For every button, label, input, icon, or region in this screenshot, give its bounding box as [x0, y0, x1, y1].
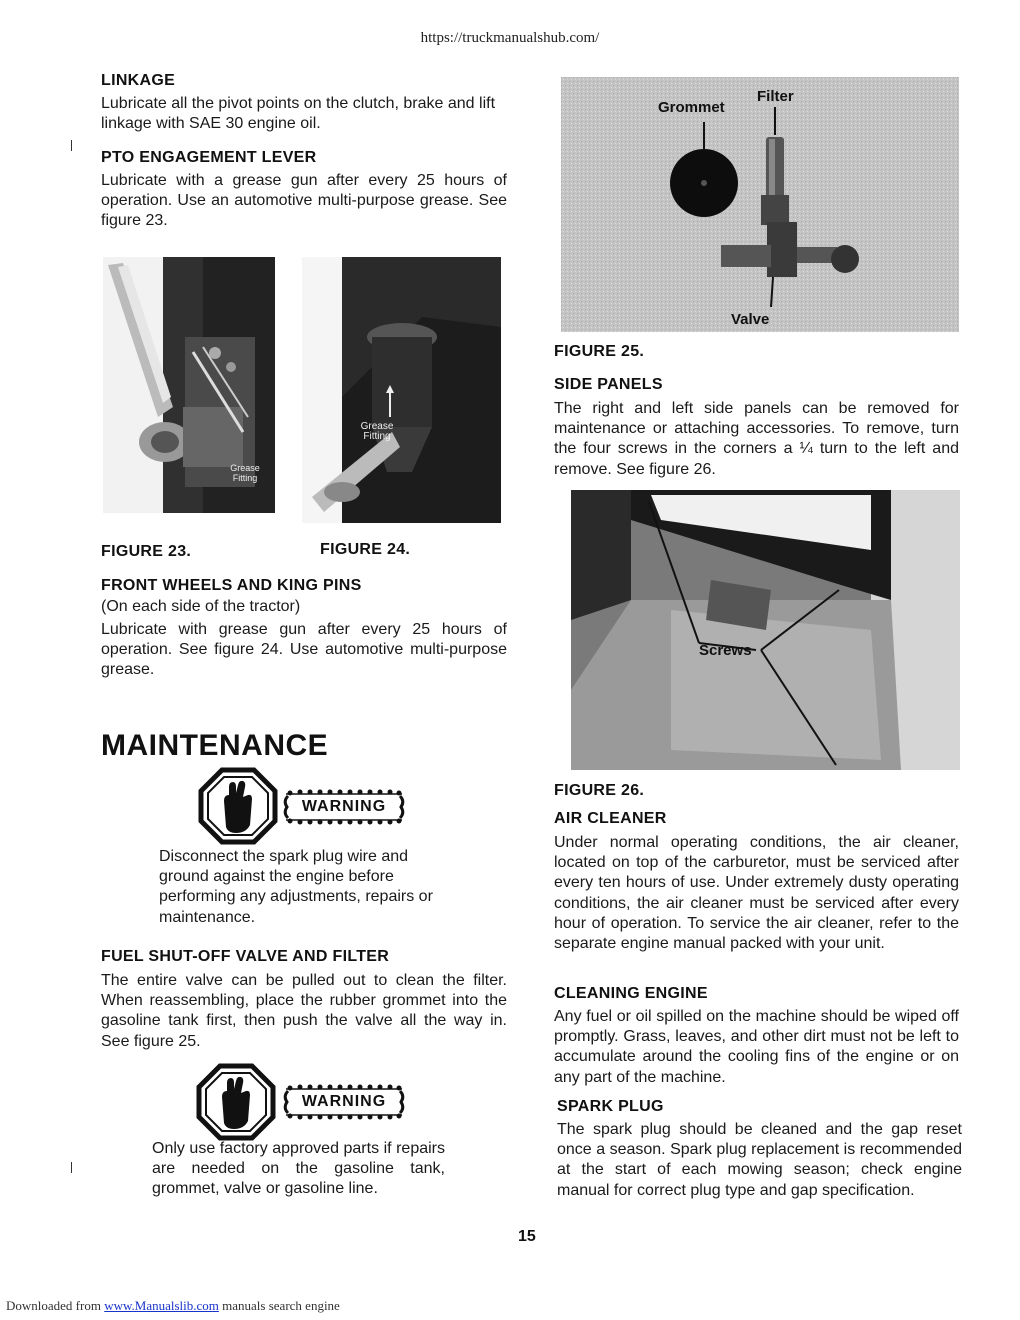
- footer-prefix: Downloaded from: [6, 1298, 105, 1313]
- figure-24-caption: FIGURE 24.: [320, 541, 411, 558]
- warning-1-text: Disconnect the spark plug wire and ground against the engine before performing any adjustments, repairs or maintenance.: [159, 848, 433, 926]
- front-wheels-subheading: (On each side of the tractor): [101, 598, 301, 615]
- fuel-heading: FUEL SHUT-OFF VALVE AND FILTER: [101, 948, 390, 965]
- spark-plug-heading: SPARK PLUG: [557, 1098, 664, 1115]
- source-url: https://truckmanualshub.com/: [420, 30, 600, 46]
- figure-23-photo: [103, 257, 275, 513]
- maintenance-title: MAINTENANCE: [101, 729, 329, 762]
- front-wheels-heading: FRONT WHEELS AND KING PINS: [101, 577, 362, 594]
- warning-label: WARNING: [301, 1093, 387, 1110]
- screws-label: Screws: [699, 642, 752, 659]
- valve-label: Valve: [731, 311, 770, 328]
- figure-25-caption: FIGURE 25.: [554, 343, 645, 360]
- air-cleaner-body: Under normal operating conditions, the air cleaner, located on top of the carburetor, must be serviced after every ten hours of use. Under extremely dusty operating conditions, the air cleaner must be serviced after every hour of operation. To service the air cleaner, refer to the separate engine manual packed with your unit.: [554, 834, 959, 953]
- linkage-heading: LINKAGE: [101, 72, 176, 89]
- warning-banner: [280, 1082, 408, 1122]
- warning-2-text: Only use factory approved parts if repairs are needed on the gasoline tank, grommet, valve or gasoline line.: [152, 1140, 445, 1198]
- manualslib-link[interactable]: www.Manualslib.com: [104, 1298, 219, 1313]
- pto-heading: PTO ENGAGEMENT LEVER: [101, 149, 317, 166]
- grommet-label: Grommet: [658, 99, 725, 116]
- footer-suffix: manuals search engine: [218, 1298, 340, 1313]
- stop-hand-icon: [196, 1063, 276, 1141]
- download-footer: [6, 1298, 340, 1314]
- page-number: 15: [518, 1228, 536, 1245]
- margin-mark: [71, 1162, 72, 1173]
- figure-26-caption: FIGURE 26.: [554, 782, 645, 799]
- figure-23-label: Grease Fitting: [230, 463, 260, 483]
- fuel-valve-illustration: [561, 77, 959, 332]
- figure-24-label: Grease Fitting: [360, 421, 394, 442]
- margin-mark: [71, 140, 72, 151]
- figure-26-photo: [571, 490, 960, 770]
- side-panel-illustration: [571, 490, 960, 770]
- linkage-body: Lubricate all the pivot points on the clutch, brake and lift linkage with SAE 30 engine oil.: [101, 95, 496, 133]
- stop-hand-icon: [198, 767, 278, 845]
- cleaning-body: Any fuel or oil spilled on the machine should be wiped off promptly. Grass, leaves, and other dirt must not be left to accumulate around the cooling fins of the engine or on any part of the machine.: [554, 1008, 959, 1086]
- king-pin-illustration: [302, 257, 501, 523]
- figure-25-photo: [561, 77, 959, 332]
- air-cleaner-heading: AIR CLEANER: [554, 810, 667, 827]
- cleaning-heading: CLEANING ENGINE: [554, 985, 708, 1002]
- side-panels-heading: SIDE PANELS: [554, 376, 663, 393]
- warning-label: WARNING: [301, 798, 387, 815]
- figure-24-photo: [302, 257, 501, 523]
- warning-banner: [280, 787, 408, 827]
- fuel-body: The entire valve can be pulled out to clean the filter. When reassembling, place the rubber grommet into the gasoline tank first, then push the valve all the way in. See figure 25.: [101, 972, 507, 1050]
- pto-body: Lubricate with a grease gun after every 25 hours of operation. Use an automotive multi-purpose grease. See figure 23.: [101, 172, 507, 230]
- side-panels-body: The right and left side panels can be removed for maintenance or attaching accessories. To remove, turn the four screws in the corners a ¼ turn to the left and remove. See figure 26.: [554, 400, 959, 478]
- figure-23-caption: FIGURE 23.: [101, 543, 192, 560]
- filter-label: Filter: [757, 88, 794, 105]
- front-wheels-body: Lubricate with grease gun after every 25 hours of operation. See figure 24. Use automotive multi-purpose grease.: [101, 621, 507, 679]
- spark-plug-body: The spark plug should be cleaned and the gap reset once a season. Spark plug replacement is recommended at the start of each mowing season; check engine manual for correct plug type and gap specification.: [557, 1121, 962, 1199]
